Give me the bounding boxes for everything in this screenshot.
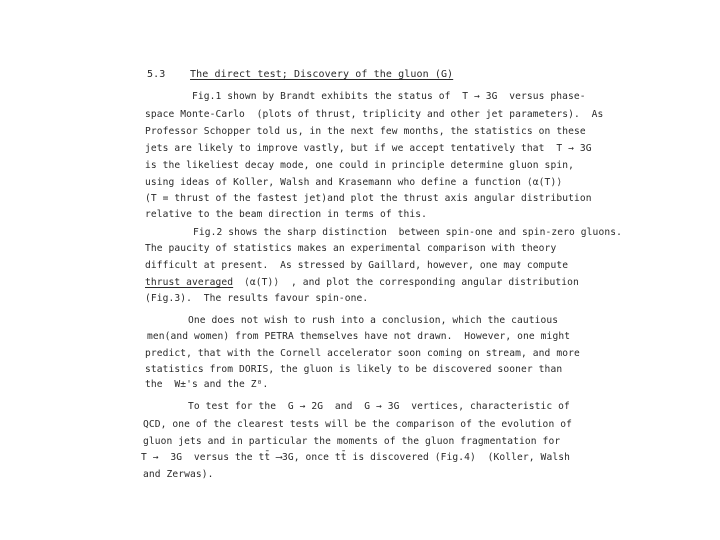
paragraph-1-line: jets are likely to improve vastly, but if we accept tentatively that T → 3G (145, 143, 592, 154)
paragraph-1-line: using ideas of Koller, Walsh and Krasemann who define a function ⟨α(T)⟩ (145, 177, 563, 188)
paragraph-3-line: predict, that with the Cornell accelerator soon coming on stream, and more (145, 348, 580, 359)
paragraph-2-line: ⟨α(T)⟩ , and plot the corresponding angular distribution (244, 277, 579, 288)
paragraph-4-line: To test for the G → 2G and G → 3G vertices, characteristic of (188, 401, 570, 412)
paragraph-2-line: The paucity of statistics makes an experimental comparison with theory (145, 243, 557, 254)
paragraph-4-line: gluon jets and in particular the moments of the gluon fragmentation for (143, 436, 561, 447)
paragraph-4-line: and Zerwas). (143, 469, 214, 480)
paragraph-1-line: space Monte-Carlo (plots of thrust, triplicity and other jet parameters). As (145, 109, 604, 120)
paragraph-1-line: (T = thrust of the fastest jet)and plot the thrust axis angular distribution (145, 193, 592, 204)
paragraph-1-line: is the likeliest decay mode, one could in principle determine gluon spin, (145, 160, 574, 171)
paragraph-3-line: men(and women) from PETRA themselves have not drawn. However, one might (147, 331, 571, 342)
section-number: 5.3 (147, 69, 166, 80)
paragraph-1-line: Fig.1 shown by Brandt exhibits the status of T → 3G versus phase- (192, 91, 586, 102)
paragraph-4-line: QCD, one of the clearest tests will be the comparison of the evolution of (143, 419, 572, 430)
paragraph-3-line: the W±'s and the Z⁰. (145, 379, 269, 390)
paragraph-1-line: Professor Schopper told us, in the next few months, the statistics on these (145, 126, 586, 137)
paragraph-2-line: difficult at present. As stressed by Gaillard, however, one may compute (145, 260, 569, 271)
underlined-phrase: thrust averaged (145, 277, 234, 288)
paragraph-2-line: Fig.2 shows the sharp distinction between spin-one and spin-zero gluons. (193, 227, 622, 238)
section-title: The direct test; Discovery of the gluon (G) (190, 69, 454, 80)
paragraph-4-line: T → 3G versus the tt̄ ⟶3G, once tt̄ is discovered (Fig.4) (Koller, Walsh (141, 452, 570, 463)
paragraph-3-line: statistics from DORIS, the gluon is likely to be discovered sooner than (145, 364, 563, 375)
paragraph-1-line: relative to the beam direction in terms of this. (145, 209, 428, 220)
paragraph-3-line: One does not wish to rush into a conclusion, which the cautious (188, 315, 559, 326)
paragraph-2-line: (Fig.3). The results favour spin-one. (145, 293, 369, 304)
